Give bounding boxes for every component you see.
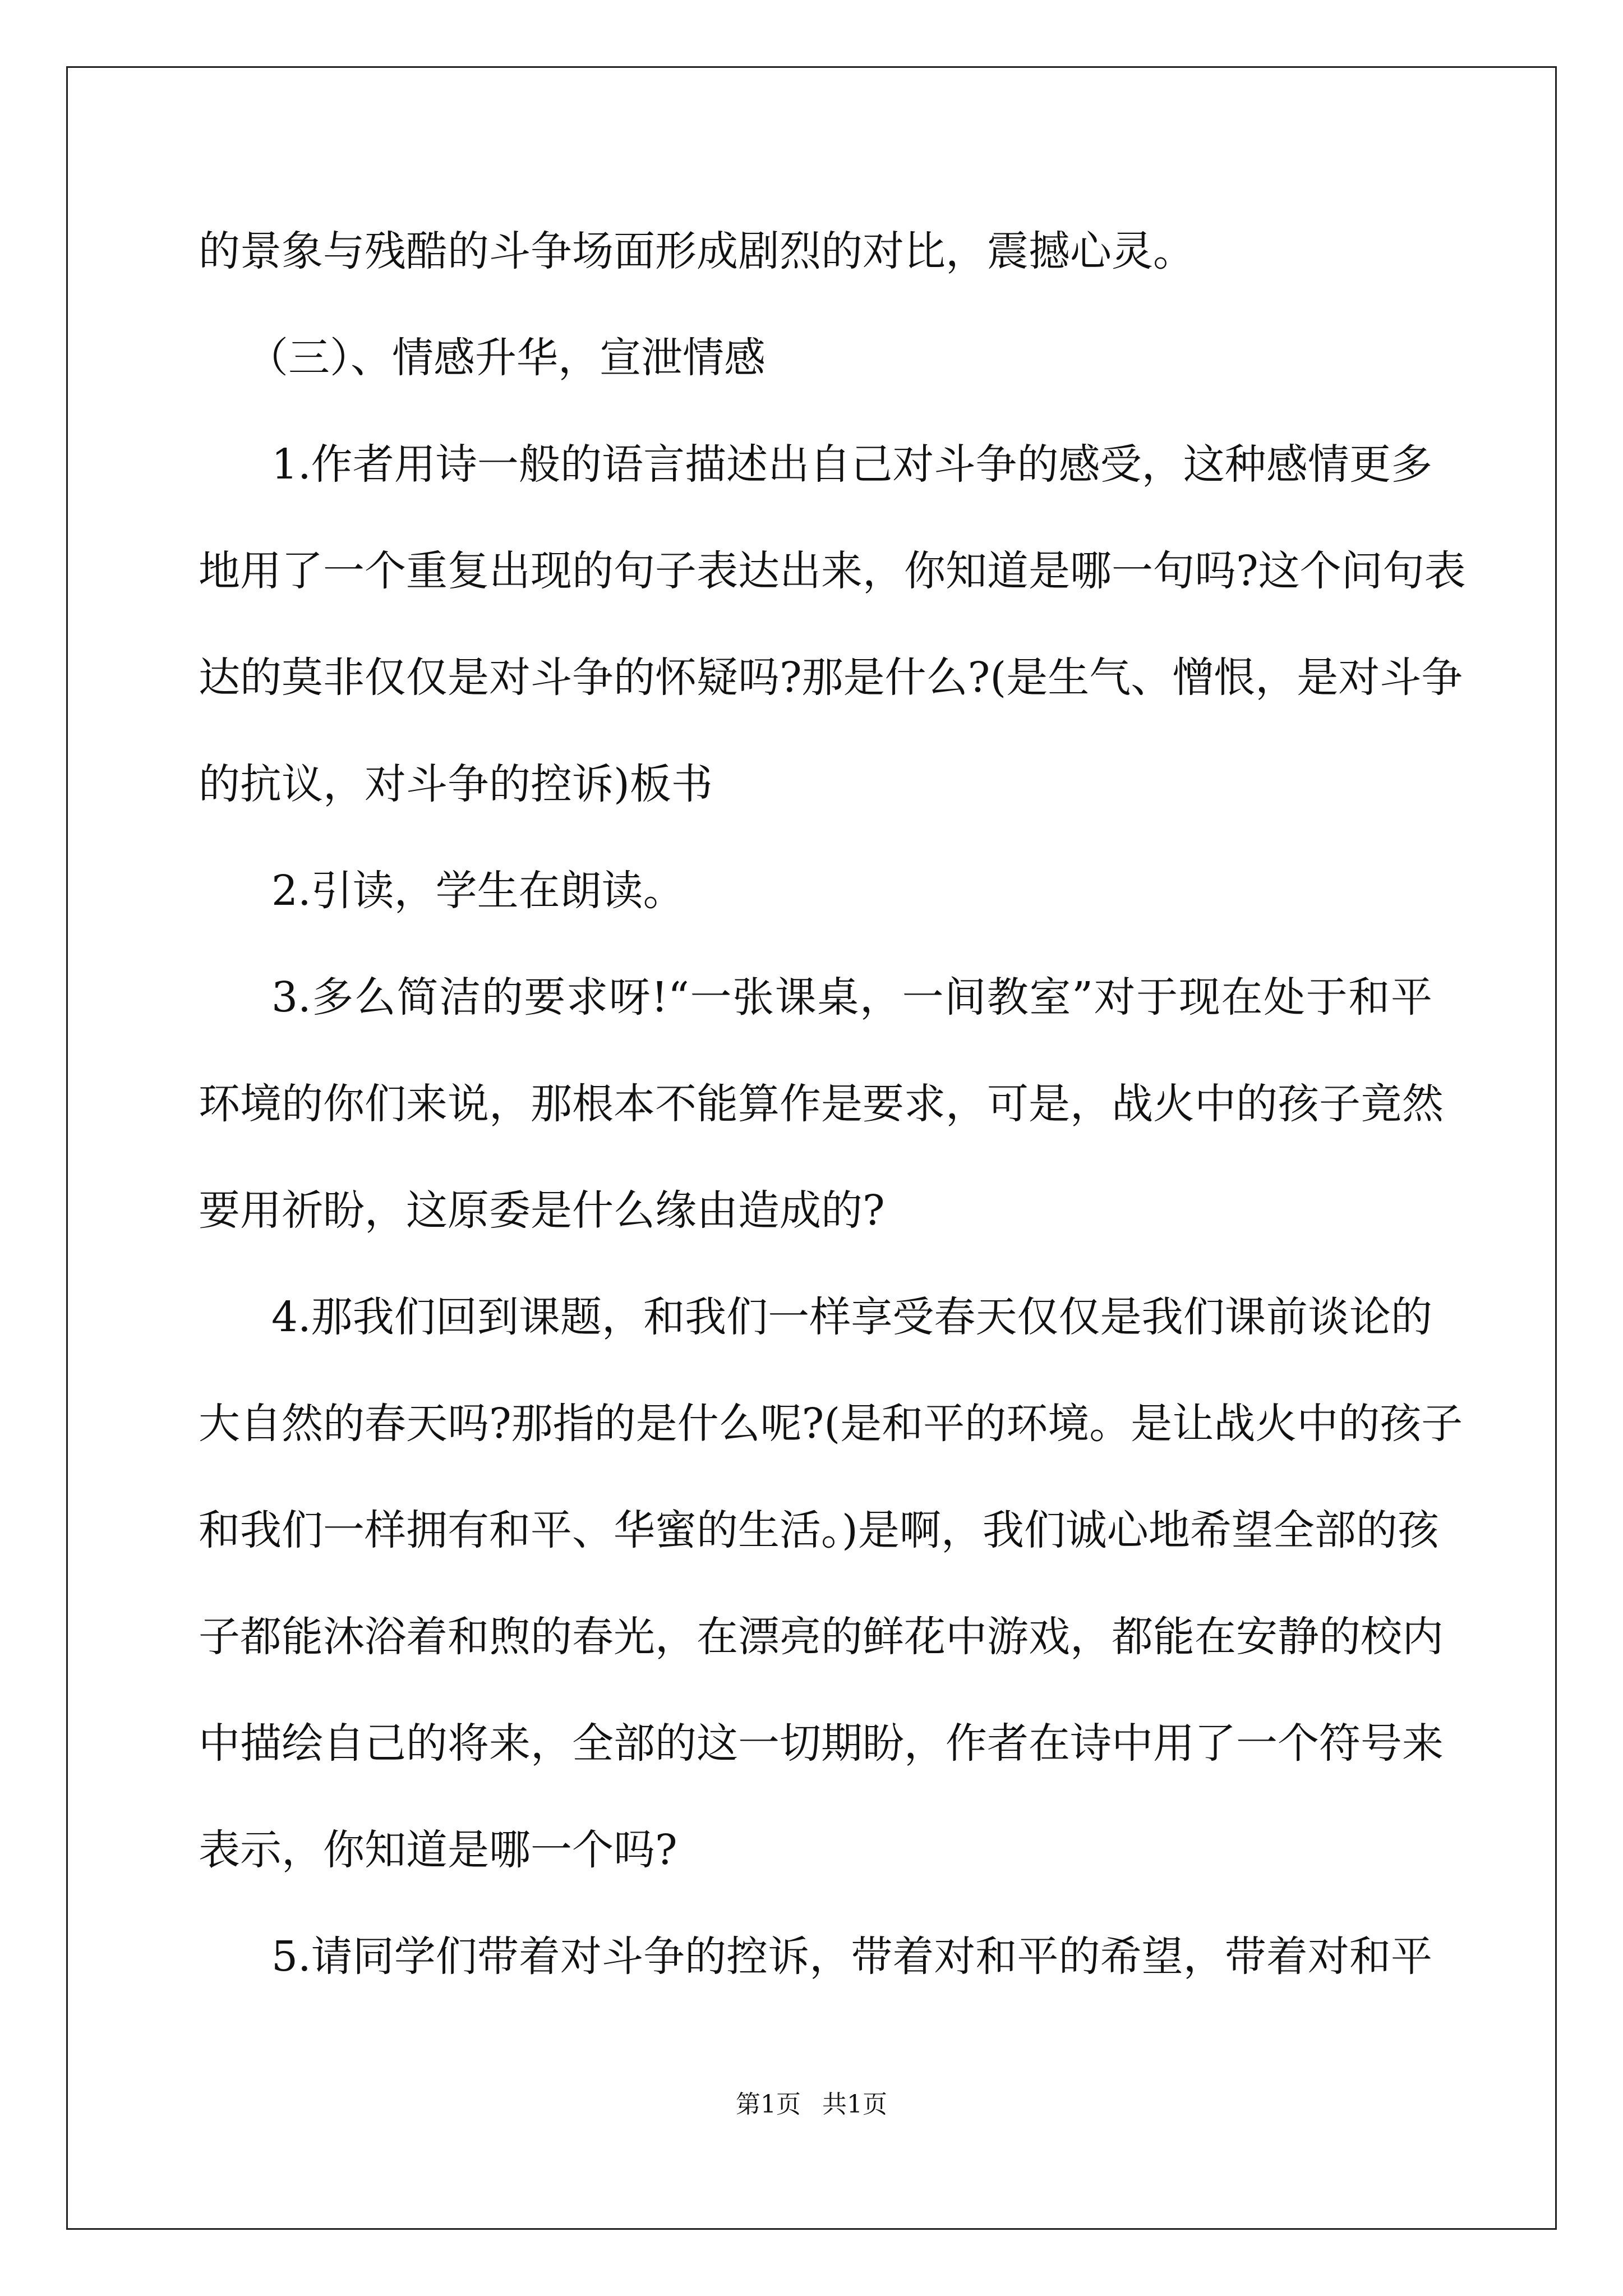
- paragraph-3-line-3: 要用祈盼，这原委是什么缘由造成的?: [199, 1186, 885, 1235]
- paragraph-1-line-3: 达的莫非仅仅是对斗争的怀疑吗?那是什么?(是生气、憎恨，是对斗争: [199, 654, 1463, 702]
- paragraph-4-line-4: 子都能沐浴着和煦的春光，在漂亮的鲜花中游戏，都能在安静的校内: [199, 1613, 1444, 1661]
- paragraph-4-line-5: 中描绘自己的将来，全部的这一切期盼，作者在诗中用了一个符号来: [199, 1719, 1444, 1768]
- paragraph-2-line-1: 2.引读，学生在朗读。: [271, 867, 685, 915]
- paragraph-1-line-1: 1.作者用诗一般的语言描述出自己对斗争的感受，这种感情更多: [271, 440, 1432, 489]
- paragraph-3-line-2: 环境的你们来说，那根本不能算作是要求，可是，战火中的孩子竟然: [199, 1080, 1444, 1128]
- page-border: [66, 66, 1557, 2230]
- page-number: 第1页: [736, 2090, 801, 2119]
- page-total: 共1页: [822, 2090, 887, 2119]
- paragraph-4-line-2: 大自然的春天吗?那指的是什么呢?(是和平的环境。是让战火中的孩子: [199, 1400, 1463, 1448]
- paragraph-1-line-4: 的抗议，对斗争的控诉)板书: [199, 760, 713, 808]
- paragraph-4-line-6: 表示，你知道是哪一个吗?: [199, 1826, 677, 1874]
- paragraph-4-line-3: 和我们一样拥有和平、华蜜的生活。)是啊，我们诚心地希望全部的孩: [199, 1506, 1439, 1554]
- paragraph-1-line-2: 地用了一个重复出现的句子表达出来，你知道是哪一句吗?这个问句表: [199, 547, 1466, 595]
- paragraph-5-line-1: 5.请同学们带着对斗争的控诉，带着对和平的希望，带着对和平: [271, 1932, 1432, 1981]
- paragraph-line-continuation: 的景象与残酷的斗争场面形成剧烈的对比，震撼心灵。: [199, 227, 1195, 275]
- paragraph-3-line-1: 3.多么简洁的要求呀!“一张课桌，一间教室”对于现在处于和平: [271, 973, 1432, 1022]
- paragraph-4-line-1: 4.那我们回到课题，和我们一样享受春天仅仅是我们课前谈论的: [271, 1293, 1432, 1341]
- section-heading: （三）、情感升华，宣泄情感: [247, 334, 766, 382]
- page-footer: [0, 2088, 1623, 2122]
